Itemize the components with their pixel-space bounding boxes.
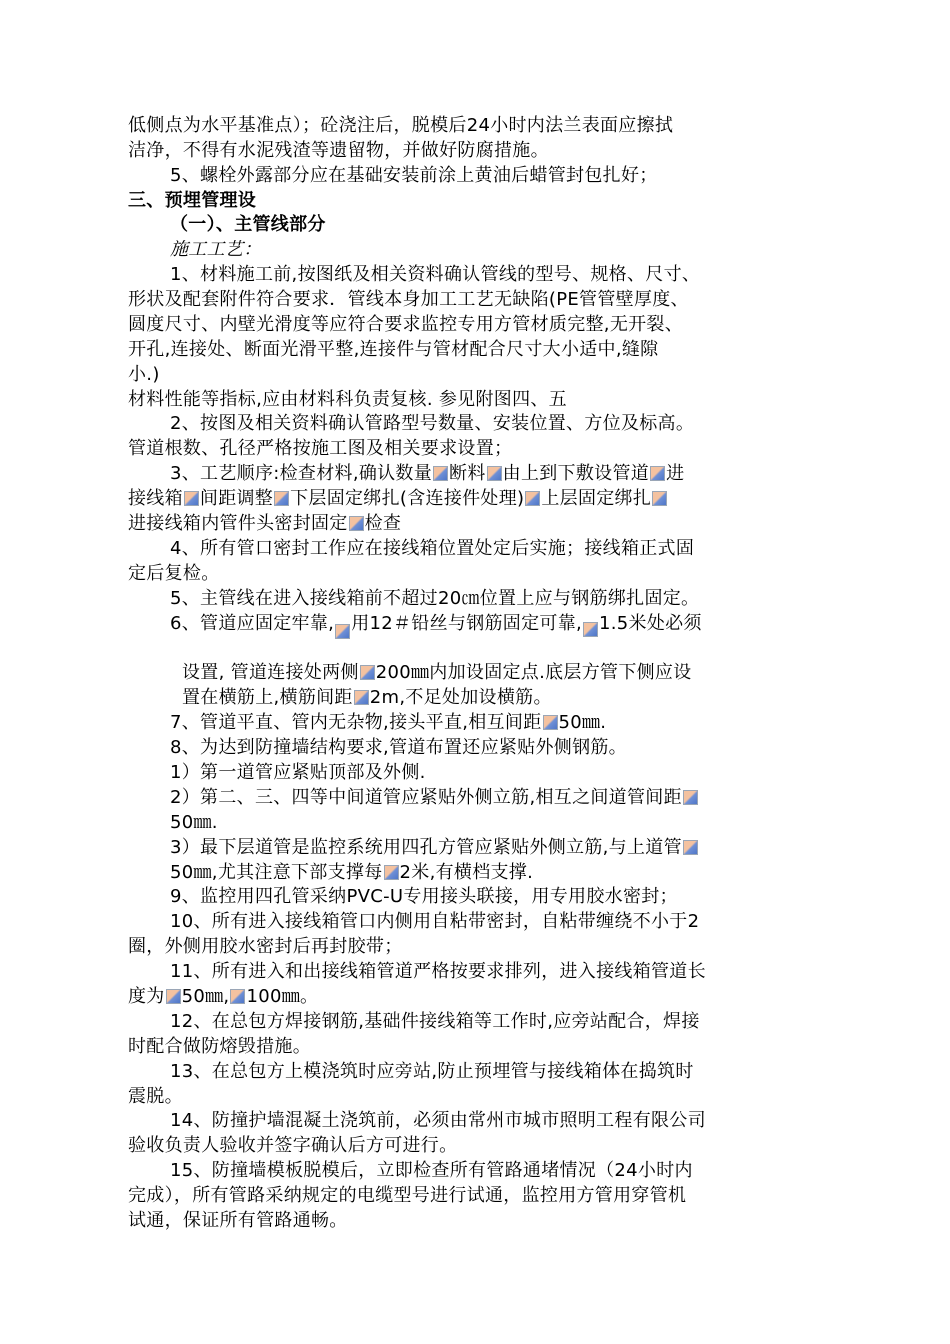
- text-line: 定后复检。: [128, 563, 220, 584]
- text-line: 10、所有进入接线箱管口内侧用自粘带密封，自粘带缠绕不小于2: [170, 911, 700, 932]
- text-segment: 2m,不足处加设横筋。: [369, 687, 552, 708]
- section-heading: 三、预埋管理设: [128, 190, 257, 211]
- text-line: [170, 835, 870, 860]
- text-line: 5、主管线在进入接线箱前不超过20㎝位置上应与钢筋绑扎固定。: [170, 588, 700, 609]
- text-line: [170, 785, 870, 810]
- text-line: [170, 710, 870, 735]
- text-segment: 间距调整: [199, 488, 274, 509]
- text-line: 14、防撞护墙混凝土浇筑前，必须由常州市城市照明工程有限公司: [170, 1110, 706, 1131]
- text-line: [128, 984, 828, 1009]
- broken-image-icon: [349, 516, 364, 531]
- text-line: [170, 860, 870, 885]
- text-line: 低侧点为水平基准点）；砼浇注后，脱模后24小时内法兰表面应擦拭: [128, 115, 674, 136]
- text-line: 洁净，不得有水泥残渣等遗留物，并做好防腐措施。: [128, 140, 549, 161]
- broken-image-icon: [354, 690, 369, 705]
- text-segment: 断料: [449, 463, 486, 484]
- text-segment: 接线箱: [128, 488, 183, 509]
- text-line: 形状及配套附件符合要求．管线本身加工工艺无缺陷(PE管管壁厚度、: [128, 289, 689, 310]
- text-line: 小.): [128, 364, 160, 385]
- text-segment: 下层固定绑扎(含连接件处理): [290, 488, 525, 509]
- text-line: [128, 486, 828, 511]
- text-segment: 50㎜,尤其注意下部支撑每: [170, 862, 383, 883]
- text-segment: 3）最下层道管是监控系统用四孔方管应紧贴外侧立筋,与上道管: [170, 837, 682, 858]
- text-line: [182, 660, 882, 685]
- text-line: 圈，外侧用胶水密封后再封胶带；: [128, 936, 403, 957]
- broken-image-icon: [335, 624, 350, 639]
- text-line: 2、按图及相关资料确认管路型号数量、安装位置、方位及标高。: [170, 413, 695, 434]
- broken-image-icon: [525, 491, 540, 506]
- broken-image-icon: [384, 865, 399, 880]
- broken-image-icon: [433, 466, 448, 481]
- text-segment: 进接线箱内管件头密封固定: [128, 513, 348, 534]
- text-line: 1）第一道管应紧贴顶部及外侧.: [170, 762, 426, 783]
- broken-image-icon: [543, 715, 558, 730]
- broken-image-icon: [166, 989, 181, 1004]
- text-segment: 6、管道应固定牢靠,: [170, 613, 335, 634]
- broken-image-icon: [683, 790, 698, 805]
- text-line: 13、在总包方上模浇筑时应旁站,防止预埋管与接线箱体在捣筑时: [170, 1061, 694, 1082]
- text-segment: 1.5米处必须: [599, 613, 702, 634]
- text-line: [170, 461, 870, 486]
- text-line: 5、螺栓外露部分应在基础安装前涂上黄油后蜡管封包扎好；: [170, 165, 658, 186]
- text-line: 12、在总包方焊接钢筋,基础件接线箱等工作时,应旁站配合，焊接: [170, 1011, 700, 1032]
- text-line: 材料性能等指标,应由材料科负责复核. 参见附图四、五: [128, 389, 567, 410]
- text-line: 管道根数、孔径严格按施工图及相关要求设置；: [128, 438, 513, 459]
- text-line: 11、所有进入和出接线箱管道严格按要求排列，进入接线箱管道长: [170, 961, 706, 982]
- text-line: 8、为达到防撞墙结构要求,管道布置还应紧贴外侧钢筋。: [170, 737, 627, 758]
- text-line: 1、材料施工前,按图纸及相关资料确认管线的型号、规格、尺寸、: [170, 264, 701, 285]
- text-segment: 置在横筋上,横筋间距: [182, 687, 353, 708]
- text-segment: 7、管道平直、管内无杂物,接头平直,相互间距: [170, 712, 542, 733]
- broken-image-icon: [652, 491, 667, 506]
- text-segment: 检查: [364, 513, 402, 534]
- text-line: 9、监控用四孔管采纳PVC-U专用接头联接，用专用胶水密封；: [170, 886, 678, 907]
- text-line: 震脱。: [128, 1086, 183, 1107]
- broken-image-icon: [230, 989, 245, 1004]
- text-line: [128, 511, 828, 536]
- text-line: 时配合做防熔毁措施。: [128, 1036, 311, 1057]
- text-line: [170, 611, 870, 639]
- text-segment: 100㎜。: [246, 986, 319, 1007]
- text-segment: 2）第二、三、四等中间道管应紧贴外侧立筋,相互之间道管间距: [170, 787, 682, 808]
- text-segment: 用12＃铅丝与钢筋固定可靠,: [351, 613, 583, 634]
- text-segment: 由上到下敷设管道: [502, 463, 650, 484]
- text-segment: 3、工艺顺序:检查材料,确认数量: [170, 463, 433, 484]
- text-segment: 50㎜,: [181, 986, 230, 1007]
- broken-image-icon: [274, 491, 289, 506]
- text-segment: 200㎜内加设固定点.底层方管下侧应设: [375, 662, 692, 683]
- text-segment: 设置, 管道连接处两侧: [182, 662, 359, 683]
- text-line: [182, 685, 882, 710]
- text-segment: 进: [666, 463, 685, 484]
- text-line: 4、所有管口密封工作应在接线箱位置处定后实施；接线箱正式固: [170, 538, 695, 559]
- text-line: 验收负责人验收并签字确认后方可进行。: [128, 1135, 458, 1156]
- text-line: 完成），所有管路采纳规定的电缆型号进行试通，监控用方管用穿管机: [128, 1185, 687, 1206]
- label-process: 施工工艺：: [170, 239, 262, 260]
- text-segment: 上层固定绑扎: [541, 488, 652, 509]
- subsection-heading: （一）、主管线部分: [170, 214, 326, 235]
- text-segment: 度为: [128, 986, 165, 1007]
- broken-image-icon: [683, 840, 698, 855]
- text-segment: 50㎜.: [558, 712, 607, 733]
- broken-image-icon: [583, 622, 598, 637]
- text-line: 试通，保证所有管路通畅。: [128, 1210, 348, 1231]
- text-segment: 2米,有横档支撑.: [399, 862, 534, 883]
- text-line: 圆度尺寸、内壁光滑度等应符合要求监控专用方管材质完整,无开裂、: [128, 314, 684, 335]
- broken-image-icon: [487, 466, 502, 481]
- text-line: 开孔,连接处、断面光滑平整,连接件与管材配合尺寸大小适中,缝隙: [128, 339, 659, 360]
- text-line: 15、防撞墙模板脱模后，立即检查所有管路通堵情况（24小时内: [170, 1160, 693, 1181]
- broken-image-icon: [184, 491, 199, 506]
- text-line: 50㎜.: [170, 812, 218, 833]
- broken-image-icon: [360, 665, 375, 680]
- broken-image-icon: [650, 466, 665, 481]
